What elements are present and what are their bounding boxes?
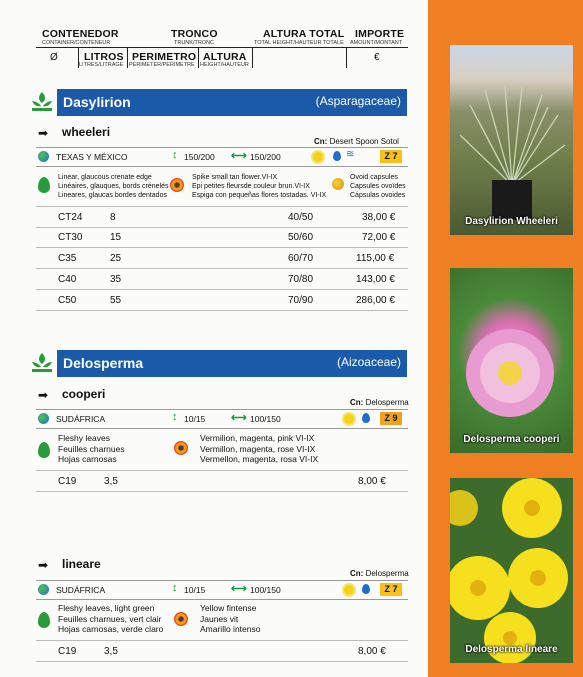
liters: 25 [110, 253, 122, 264]
flower-text: Vermellon, magenta, rosa VI-IX [200, 454, 319, 464]
width-arrow-icon: ⟷ [231, 150, 247, 162]
header-contenedor-sub: CONTAINER/CONTENEUR [42, 40, 111, 46]
leaf-description [58, 433, 125, 465]
flower-text: Jaunes vit [200, 613, 239, 624]
info-row [36, 409, 408, 429]
cn-value: Delosperma [365, 398, 409, 407]
fruit-description [350, 173, 406, 200]
height-arrow-icon: ↕ [172, 411, 178, 423]
arrow-icon: ➡ [38, 388, 49, 402]
fruit-text: Capsules ovoïdes [350, 183, 406, 190]
container-code: C40 [58, 274, 77, 285]
liters: 35 [110, 274, 122, 285]
table-row [36, 470, 408, 492]
genus-bar [57, 89, 407, 116]
hardiness-zone: Z 7 [380, 583, 402, 596]
common-name [350, 398, 409, 407]
cn-label: Cn: [350, 569, 364, 578]
wind-icon: ≋ [346, 149, 355, 160]
table-row [36, 640, 408, 662]
header-perimetro: PERIMETRO [132, 51, 197, 63]
leaf-text: Feuilles charnues [58, 443, 125, 454]
header-divider [36, 47, 408, 48]
flower-text: Amarillo intenso [200, 624, 261, 634]
flower-text: Espiga con pequeñas flores tostadas. VI-IX [192, 192, 327, 199]
leaf-icon [38, 442, 50, 458]
header-altura-total: ALTURA TOTAL [263, 28, 345, 40]
leaf-text: Hojas carnosas [58, 454, 117, 464]
globe-icon [38, 584, 49, 595]
liters: 8 [110, 212, 116, 223]
cn-label: Cn: [314, 137, 328, 146]
table-row [36, 227, 408, 248]
origin: SUDÁFRICA [56, 414, 106, 424]
sun-icon [344, 414, 354, 424]
leaf-text: Hojas carnosas, verde claro [58, 624, 164, 634]
fruit-text: Cápsulas ovoides [350, 192, 406, 199]
price: 286,00 € [356, 295, 395, 306]
width: 150/200 [250, 152, 281, 162]
price: 8,00 € [358, 476, 386, 487]
liters: 3,5 [104, 646, 118, 657]
leaf-description [58, 173, 169, 200]
price: 72,00 € [362, 232, 396, 243]
height-arrow-icon: ↕ [172, 582, 178, 594]
common-name [350, 569, 409, 578]
table-row [36, 206, 408, 228]
flower-text: Spike small tan flower.VI-IX [192, 174, 278, 181]
container-code: CT30 [58, 232, 83, 243]
species-name: lineare [62, 557, 101, 571]
header-altura-total-sub: TOTAL HEIGHT/HAUTEUR TOTALE [254, 40, 344, 46]
header-col-divider [252, 48, 253, 68]
container-code: C50 [58, 295, 77, 306]
fruit-text: Ovoid capsules [350, 174, 398, 181]
header-altura-sub: HEIGHT/HAUTEUR [200, 62, 249, 68]
dasylirion-plant-icon [450, 45, 573, 235]
width: 100/150 [250, 585, 281, 595]
globe-icon [38, 151, 49, 162]
flower-description [200, 603, 260, 635]
fruit-icon [332, 178, 344, 190]
header-col-divider [127, 48, 128, 68]
flower-description [200, 433, 318, 465]
cn-value: Delosperma [365, 569, 409, 578]
arrow-icon: ➡ [38, 126, 49, 140]
liters: 55 [110, 295, 122, 306]
cn-label: Cn: [350, 398, 364, 407]
water-drop-icon [362, 413, 370, 423]
photo-dasylirion [450, 45, 573, 235]
header-diameter: Ø [50, 52, 58, 63]
header-contenedor: CONTENEDOR [42, 28, 119, 40]
photo-delosperma-cooperi [450, 268, 573, 453]
pink-flower-icon [450, 268, 573, 453]
price: 38,00 € [362, 212, 396, 223]
flower-text: Yellow fintense [200, 603, 257, 613]
header-col-divider [78, 48, 79, 68]
header-altura: ALTURA [203, 51, 247, 63]
info-row [36, 147, 408, 167]
price: 8,00 € [358, 646, 386, 657]
header-importe: IMPORTE [355, 28, 405, 40]
photo-delosperma-lineare [450, 478, 573, 663]
plant-logo-icon [30, 89, 54, 113]
width-arrow-icon: ⟷ [231, 583, 247, 595]
header-perimetro-sub: PERIMETER/PERIMETRE [129, 62, 195, 68]
flower-text: Vermilion, magenta, pink VI-IX [200, 433, 315, 443]
genus-name: Delosperma [63, 355, 144, 371]
header-currency: € [374, 52, 380, 63]
height-arrow-icon: ↕ [172, 149, 178, 161]
price: 143,00 € [356, 274, 395, 285]
leaf-description [58, 603, 163, 635]
leaf-text: Linear, glaucous crenate edge [58, 174, 152, 181]
leaf-text: Lineares, glaucas bordes dentados [58, 192, 167, 199]
plant-logo-icon [30, 350, 54, 374]
leaf-text: Fleshy leaves [58, 433, 110, 443]
header-col-divider [346, 48, 347, 68]
height: 150/200 [184, 152, 215, 162]
yellow-flowers-icon [450, 478, 573, 663]
height: 70/90 [288, 295, 314, 306]
catalog-header [0, 0, 420, 70]
height: 10/15 [184, 585, 206, 595]
height: 60/70 [288, 253, 314, 264]
height: 10/15 [184, 414, 206, 424]
flower-icon [174, 612, 188, 626]
height: 70/80 [288, 274, 314, 285]
height: 40/50 [288, 212, 314, 223]
flower-text: Epi petites fleursde couleur brun.VI-IX [192, 183, 310, 190]
globe-icon [38, 413, 49, 424]
table-row [36, 269, 408, 290]
photo-caption: Dasylirion Wheeleri [465, 216, 558, 227]
leaf-icon [38, 612, 50, 628]
origin: TEXAS Y MÉXICO [56, 152, 128, 162]
flower-icon [174, 441, 188, 455]
genus-bar [57, 350, 407, 377]
sun-icon [313, 152, 323, 162]
species-name: wheeleri [62, 125, 111, 139]
flower-text: Vermillon, magenta, rose VI-IX [200, 443, 316, 454]
header-tronco: TRONCO [171, 28, 218, 40]
liters: 15 [110, 232, 122, 243]
family-name: (Asparagaceae) [315, 94, 401, 108]
container-code: C35 [58, 253, 77, 264]
family-name: (Aizoaceae) [336, 355, 401, 369]
leaf-text: Feuilles charnues, vert clair [58, 613, 162, 624]
container-code: C19 [58, 476, 77, 487]
liters: 3,5 [104, 476, 118, 487]
header-col-divider [198, 48, 199, 68]
species-name: cooperi [62, 387, 106, 401]
info-row [36, 580, 408, 600]
width-arrow-icon: ⟷ [231, 412, 247, 424]
water-drop-icon [362, 584, 370, 594]
common-name [314, 137, 399, 146]
header-litros: LITROS [84, 51, 124, 63]
leaf-icon [38, 177, 50, 193]
container-code: C19 [58, 646, 77, 657]
flower-icon [170, 178, 184, 192]
leaf-text: Fleshy leaves, light green [58, 603, 155, 613]
hardiness-zone: Z 9 [380, 412, 402, 425]
container-code: CT24 [58, 212, 83, 223]
genus-name: Dasylirion [63, 94, 131, 110]
height: 50/60 [288, 232, 314, 243]
photo-caption: Delosperma cooperi [463, 434, 560, 445]
water-drop-icon [333, 151, 341, 161]
header-tronco-sub: TRUNK/TRONC [174, 40, 215, 46]
price: 115,00 € [356, 253, 395, 264]
flower-description [192, 173, 326, 200]
origin: SUDÁFRICA [56, 585, 106, 595]
sun-icon [344, 585, 354, 595]
table-row [36, 248, 408, 269]
header-litros-sub: LITRES/LITRAGE [79, 62, 124, 68]
arrow-icon: ➡ [38, 558, 49, 572]
hardiness-zone: Z 7 [380, 150, 402, 163]
table-row [36, 290, 408, 311]
cn-value: Desert Spoon Sotol [329, 137, 399, 146]
leaf-text: Linéaires, glauques, bords crénelés [58, 183, 169, 190]
photo-caption: Delosperma lineare [465, 644, 558, 655]
width: 100/150 [250, 414, 281, 424]
header-importe-sub: AMOUNT/MONTANT [350, 40, 403, 46]
